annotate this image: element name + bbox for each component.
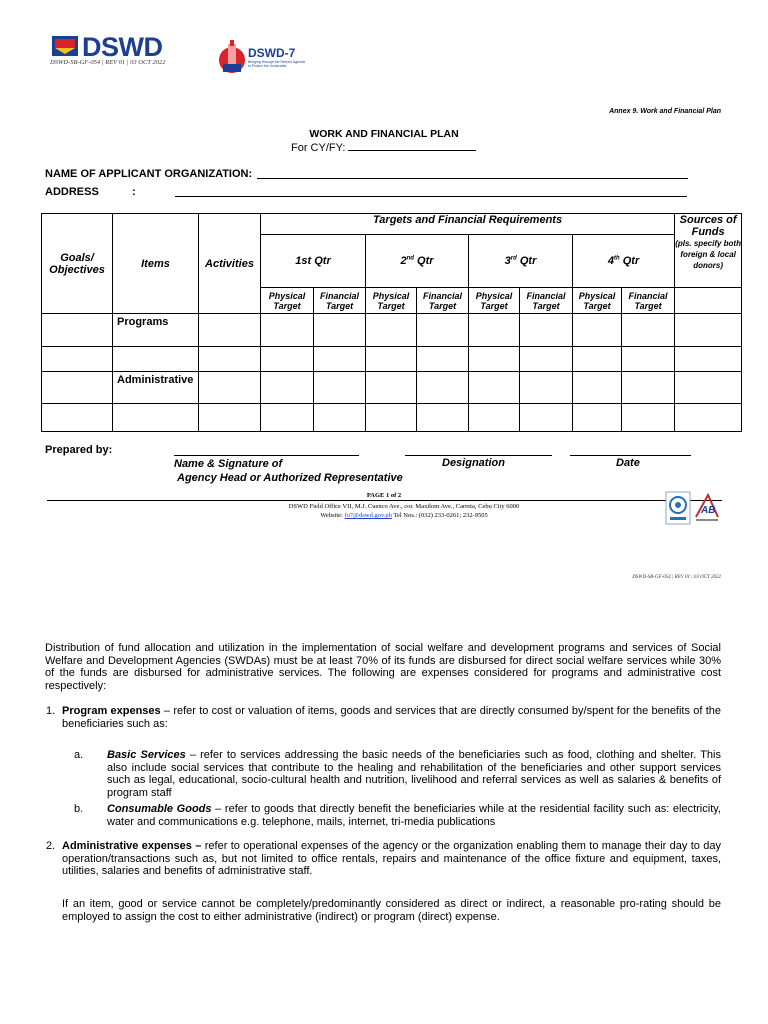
- table-cell[interactable]: [622, 314, 675, 347]
- name-caption-line-2: Agency Head or Authorized Representative: [177, 472, 403, 484]
- footer-website-label: Website:: [320, 512, 343, 519]
- name-signature-caption: [174, 457, 403, 485]
- table-cell[interactable]: [366, 404, 417, 432]
- footer-tel: Tel Nos.: (032) 233-0261; 232-9505: [393, 512, 488, 519]
- svg-text:AB: AB: [701, 505, 716, 516]
- col-items: Items: [113, 214, 199, 314]
- dswd7-tagline: Bridging through the Reform Agenda to Protect the Vulnerable: [248, 60, 305, 68]
- qtr-4-sup: th: [613, 255, 620, 262]
- address-label: ADDRESS: [45, 186, 99, 198]
- signature-name-line[interactable]: [174, 455, 359, 456]
- program-expenses-text: – refer to cost or valuation of items, goods and services that are directly consumed by/spent for the benefits of the beneficiaries such as:: [62, 705, 722, 730]
- table-cell[interactable]: [573, 314, 622, 347]
- basic-services-term: Basic Services: [107, 749, 186, 761]
- q3-physical-target: Physical Target: [469, 288, 520, 314]
- designation-caption: Designation: [442, 457, 505, 469]
- page-title: WORK AND FINANCIAL PLAN: [309, 128, 459, 140]
- table-cell[interactable]: [622, 372, 675, 404]
- table-cell[interactable]: [366, 347, 417, 372]
- table-cell[interactable]: [314, 314, 366, 347]
- signature-date-line[interactable]: [570, 455, 691, 456]
- table-cell[interactable]: [675, 347, 742, 372]
- cyfy-blank-line[interactable]: [348, 141, 476, 151]
- qtr-2-num: 2: [400, 255, 407, 267]
- q1-financial-target: Financial Target: [314, 288, 366, 314]
- table-cell[interactable]: [417, 372, 469, 404]
- table-cell[interactable]: [199, 314, 261, 347]
- table-row: [42, 404, 742, 432]
- sources-of-funds-note: (pls. specify both foreign & local donors): [675, 239, 741, 270]
- col-goals-objectives: Goals/ Objectives: [42, 214, 113, 314]
- table-cell[interactable]: [199, 347, 261, 372]
- q2-financial-target: Financial Target: [417, 288, 469, 314]
- work-financial-plan-table: [41, 213, 742, 432]
- address-colon: :: [132, 186, 136, 198]
- list-letter-a: a.: [74, 749, 84, 761]
- q3-financial-target: Financial Target: [520, 288, 573, 314]
- table-cell[interactable]: [261, 372, 314, 404]
- qtr-3-num: 3: [504, 255, 511, 267]
- administrative-expenses-term: Administrative expenses –: [62, 840, 202, 852]
- table-cell[interactable]: [261, 314, 314, 347]
- table-cell[interactable]: [113, 404, 199, 432]
- qtr-4-word: Qtr: [622, 255, 640, 267]
- table-cell[interactable]: [417, 347, 469, 372]
- targets-financial-header: Targets and Financial Requirements: [261, 214, 675, 235]
- sources-of-funds-header: [675, 214, 742, 288]
- table-cell[interactable]: [314, 347, 366, 372]
- qtr-2-header: [366, 235, 469, 288]
- table-cell[interactable]: [675, 404, 742, 432]
- footer-address: DSWD Field Office VII, M.J. Cuenco Ave., cor. Maxilom Ave., Carreta, Cebu City 6000: [288, 503, 520, 510]
- intro-paragraph: Distribution of fund allocation and utilization in the implementation of social welfare and development programs and services of Social Welfare and Development Agencies (SWDAs) must be at least 70% of its funds are disbursed for direct social welfare services while 30% of the funds are disbursed for administrative services. The following are expenses considered for programs and administrative cost respectively:: [45, 642, 721, 692]
- list-item-consumable-goods: [107, 803, 721, 828]
- list-item-program-expenses: [62, 705, 721, 730]
- dswd7-logo-text: DSWD-7: [248, 46, 296, 60]
- qtr-3-word: Qtr: [519, 255, 537, 267]
- table-cell[interactable]: [366, 314, 417, 347]
- date-caption: Date: [616, 457, 640, 469]
- list-item-basic-services: [107, 749, 721, 799]
- org-name-label: NAME OF APPLICANT ORGANIZATION:: [45, 168, 253, 180]
- doc-ref-bottom: DSWD-SB-GF-054 | REV 01 | 03 OCT 2022: [632, 575, 721, 580]
- qtr-4-header: [573, 235, 675, 288]
- list-letter-b: b.: [74, 803, 84, 815]
- administrative-expenses-text: refer to operational expenses of the agency or the organization enabling them to manage their day to day operation/transactions such as, but not limited to office rentals, repairs and maintenance of the office fixture and equipment, taxes, utilities, salaries and benefits of administrative staff.: [62, 840, 721, 877]
- program-expenses-term: Program expenses: [62, 705, 161, 717]
- table-cell[interactable]: [573, 404, 622, 432]
- table-cell[interactable]: [622, 347, 675, 372]
- consumable-goods-text: – refer to goods that directly benefit the beneficiaries while at the residential facility such as: electricity, water and communications e.g. telephone, mails, internet, tri-media publications: [107, 803, 721, 828]
- footer-email-link[interactable]: fo7@dswd.gov.ph: [344, 512, 392, 519]
- qtr-3-sup: rd: [510, 255, 517, 262]
- accreditation-badge-icon: [692, 491, 722, 525]
- q4-financial-target: Financial Target: [622, 288, 675, 314]
- dswd7-logo: [218, 38, 308, 74]
- q4-physical-target: Physical Target: [573, 288, 622, 314]
- cyfy-field[interactable]: [291, 141, 476, 154]
- list-item-administrative-expenses: [62, 840, 721, 878]
- table-cell[interactable]: [675, 372, 742, 404]
- table-cell[interactable]: [42, 404, 113, 432]
- qtr-2-sup: nd: [406, 255, 414, 262]
- footer-divider: [47, 500, 722, 501]
- table-cell[interactable]: [469, 347, 520, 372]
- table-cell[interactable]: [573, 372, 622, 404]
- table-cell[interactable]: [261, 347, 314, 372]
- list-number-1: 1.: [46, 705, 56, 717]
- org-name-blank-line[interactable]: [257, 178, 688, 179]
- qtr-2-word: Qtr: [417, 255, 434, 267]
- table-cell[interactable]: [199, 372, 261, 404]
- row-label-programs: Programs: [113, 314, 199, 347]
- list-number-2: 2.: [46, 840, 56, 852]
- table-cell[interactable]: [520, 314, 573, 347]
- table-row-programs: [42, 314, 742, 347]
- qtr-3-header: [469, 235, 573, 288]
- table-row-administrative: [42, 372, 742, 404]
- name-caption-line-1: Name & Signature of: [174, 458, 283, 470]
- qtr-4-num: 4: [607, 255, 614, 267]
- table-cell[interactable]: [417, 404, 469, 432]
- dswd-logo-text: DSWD: [82, 32, 163, 62]
- table-cell[interactable]: [417, 314, 469, 347]
- table-cell[interactable]: [520, 404, 573, 432]
- qtr-1-header: 1st Qtr: [261, 235, 366, 288]
- table-cell[interactable]: [314, 372, 366, 404]
- dswd-logo: [52, 32, 164, 62]
- table-cell[interactable]: [469, 404, 520, 432]
- table-row: [42, 347, 742, 372]
- table-cell[interactable]: [469, 314, 520, 347]
- consumable-goods-term: Consumable Goods: [107, 803, 212, 815]
- table-cell[interactable]: [366, 372, 417, 404]
- signature-designation-line[interactable]: [405, 455, 552, 456]
- table-cell[interactable]: [675, 314, 742, 347]
- annex-label: Annex 9. Work and Financial Plan: [609, 108, 721, 115]
- cyfy-label: For CY/FY:: [291, 142, 346, 154]
- q1-physical-target: Physical Target: [261, 288, 314, 314]
- iso-certification-icon: [665, 491, 691, 525]
- table-cell[interactable]: [42, 314, 113, 347]
- table-cell[interactable]: [520, 372, 573, 404]
- doc-ref-top: DSWD-SB-GF-054 | REV 01 | 03 OCT 2022: [50, 59, 166, 66]
- table-cell[interactable]: [42, 372, 113, 404]
- basic-services-text: – refer to services addressing the basic needs of the beneficiaries such as food, clothing and shelter. This also include social services that contribute to the healing and rehabilitation of the beneficiaries and other support services such as legal, educational, socio-cultural health and nutrition, livelihood and referral services as well as salaries & benefits of program staff: [107, 749, 721, 799]
- prepared-by-label: Prepared by:: [45, 444, 113, 456]
- dswd7-seal-icon: [218, 40, 248, 74]
- table-cell[interactable]: [261, 404, 314, 432]
- table-cell[interactable]: [113, 347, 199, 372]
- col-activities: Activities: [199, 214, 261, 314]
- table-cell[interactable]: [314, 404, 366, 432]
- row-label-administrative: Administrative: [113, 372, 199, 404]
- table-cell[interactable]: [520, 347, 573, 372]
- closing-paragraph: If an item, good or service cannot be completely/predominantly considered as direct or indirect, a reasonable pro-rating should be employed to assign the cost to either administrative (indirect) or program (direct) expense.: [62, 898, 721, 923]
- sources-of-funds-title: Sources of Funds: [679, 214, 737, 238]
- dswd-flag-icon: [52, 36, 78, 56]
- table-cell[interactable]: [469, 372, 520, 404]
- table-cell[interactable]: [199, 404, 261, 432]
- table-cell[interactable]: [573, 347, 622, 372]
- page-number: PAGE 1 of 2: [366, 492, 402, 499]
- q2-physical-target: Physical Target: [366, 288, 417, 314]
- table-cell[interactable]: [622, 404, 675, 432]
- footer-contact: [0, 512, 768, 519]
- table-cell[interactable]: [42, 347, 113, 372]
- sources-subcell: [675, 288, 742, 314]
- address-blank-line[interactable]: [175, 196, 687, 197]
